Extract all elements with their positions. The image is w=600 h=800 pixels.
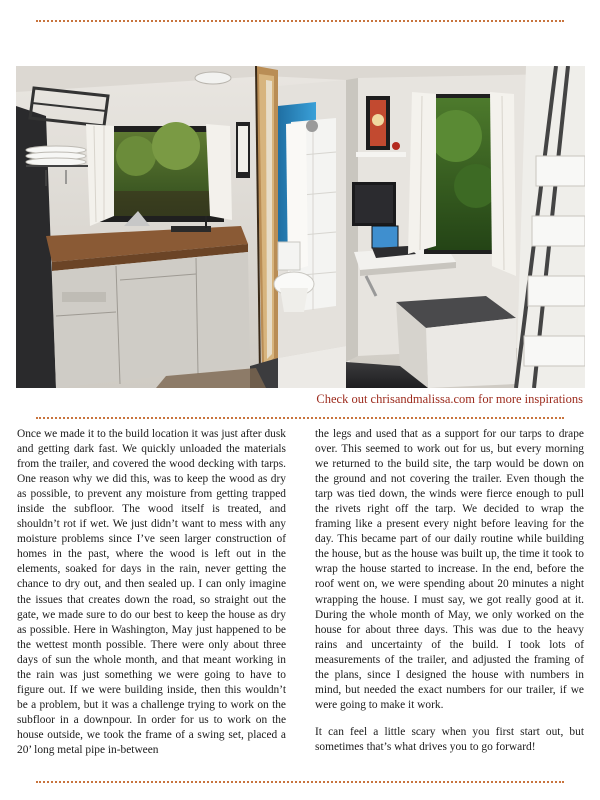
article-right-column	[315, 427, 584, 767]
top-dotted-rule	[36, 20, 564, 22]
bottom-dotted-rule	[36, 781, 564, 783]
middle-dotted-rule	[36, 417, 564, 419]
article-left-column	[17, 427, 286, 770]
article-paragraph: the legs and used that as a support for our tarps to drape over. This seemed to work out for us, but every morning we returned to the build site, the tarp would be down on the ground and not covering the trailer. Even though the tarp was tied down, the winds were fierce enough to pull the rivets right off the tarp. We decided to wrap the framing like a present every night before leaving for the day. This became part of our daily routine while building the house, but as the house was built up, the time it took to wrap the house started to increase. In the end, before the roof went on, we were spending about 20 minutes a night wrapping the house. I must say, we got really good at it. During the whole month of May, we only worked on the house for about three days. This was due to the heavy rains and uncertainty of the build. I took lots of measurements of the trailer, and adjusted the framing of the plans, since I designed the house with numbers in mind, but needed the exact numbers for our trailer, if we were going to make it work.	[315, 428, 584, 711]
article-paragraph: It can feel a little scary when you first start out, but sometimes that’s what drives you to go forward!	[315, 725, 584, 753]
image-caption: Check out chrisandmalissa.com for more inspirations	[316, 392, 583, 406]
article-paragraph: Once we made it to the build location it was just after dusk and getting dark fast. We quickly unloaded the materials from the trailer, and covered the wood decking with tarps. One reason why we did this, was to keep the wood as dry as possible, to prevent any moisture from getting trapped inside the subfloor. The wood itself is treated, and shouldn’t rot if wet. We just didn’t want to mess with any moisture problems since I’ve seen larger construction of homes in the past, where the wood is left out in the elements, soaked for days in the rain, never getting the chance to dry out, and then sealed up. I can only imagine the issues that creates down the road, so straight out the gate, we made sure to do our best to keep the house as dry as possible. Here in Washington, May just happened to be the wettest month possible. There were only about three days of sun the whole month, and that meant working in the rain was just something we were going to have to figure out. If we were building inside, then this wouldn’t be a problem, but it was a challenge trying to work on the subfloor in a downpour. In order for us to work on the house outside, we took the frame of a swing set, placed a 20’ long metal pipe in-between	[17, 428, 286, 756]
tiny-house-interior-illustration	[16, 66, 585, 388]
